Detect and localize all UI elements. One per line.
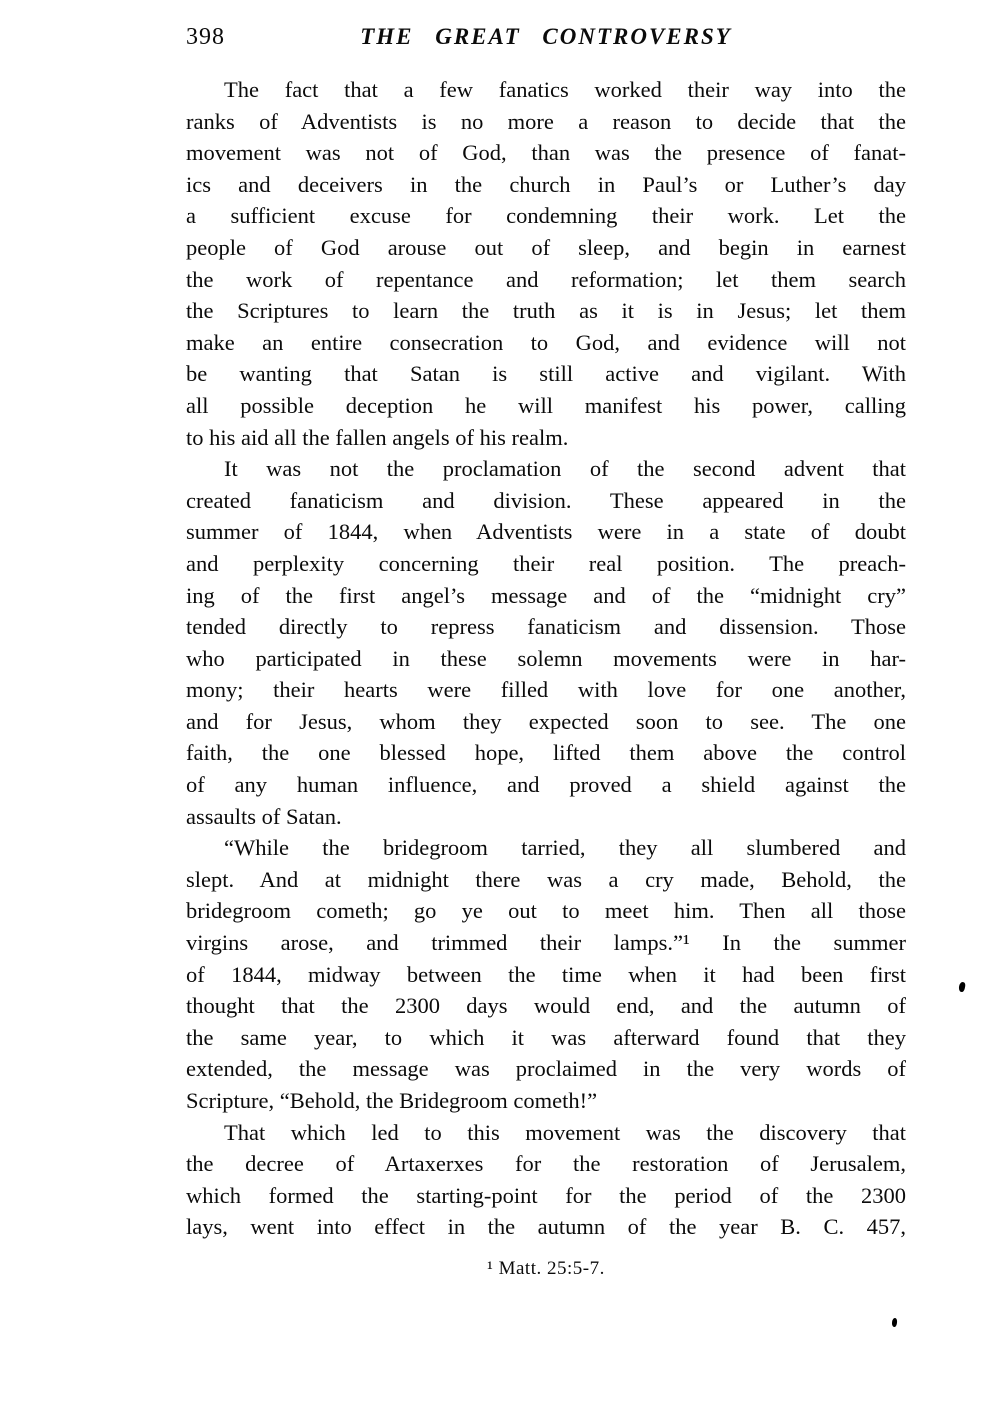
text-line: a sufficient excuse for condemning their work. Let the — [186, 203, 906, 229]
text-line: faith, the one blessed hope, lifted them above the control — [186, 740, 906, 766]
text-line: the same year, to which it was afterward found that they — [186, 1024, 906, 1050]
footnote: ¹ Matt. 25:5-7. — [487, 1258, 605, 1279]
text-line: be wanting that Satan is still active and vigilant. With — [186, 361, 906, 387]
ink-speck — [958, 981, 966, 992]
text-line: tended directly to repress fanaticism and dissension. Those — [186, 614, 906, 640]
text-line: bridegroom cometh; go ye out to meet him. Then all those — [186, 898, 906, 924]
text-line: the decree of Artaxerxes for the restoration of Jerusalem, — [186, 1151, 906, 1177]
text-line: the work of repentance and reformation; let them search — [186, 266, 906, 292]
text-line: It was not the proclamation of the second advent that — [224, 456, 906, 482]
text-line: all possible deception he will manifest his power, calling — [186, 392, 906, 418]
text-line: Scripture, “Behold, the Bridegroom cometh!” — [186, 1088, 598, 1113]
text-line: “While the bridegroom tarried, they all slumbered and — [224, 835, 906, 861]
text-line: thought that the 2300 days would end, and the autumn of — [186, 993, 906, 1019]
paragraph — [186, 74, 906, 453]
paragraph — [186, 1117, 906, 1243]
text-line: which formed the starting-point for the period of the 2300 — [186, 1182, 906, 1208]
ink-speck — [891, 1318, 897, 1328]
text-line: ing of the first angel’s message and of the “midnight cry” — [186, 582, 906, 608]
text-line: of any human influence, and proved a shield against the — [186, 772, 906, 798]
text-line: ranks of Adventists is no more a reason to decide that the — [186, 108, 906, 134]
text-line: assaults of Satan. — [186, 803, 342, 829]
text-line: and for Jesus, whom they expected soon to see. The one — [186, 708, 906, 734]
paragraph — [186, 832, 906, 1116]
text-line: summer of 1844, when Adventists were in a state of doubt — [186, 519, 906, 545]
text-line: to his aid all the fallen angels of his realm. — [186, 424, 569, 450]
text-line: who participated in these solemn movements were in har- — [186, 645, 906, 671]
text-line: The fact that a few fanatics worked their way into the — [224, 77, 906, 102]
text-line: the Scriptures to learn the truth as it is in Jesus; let them — [186, 298, 906, 324]
page-number: 398 — [186, 24, 225, 50]
text-block — [186, 74, 906, 1243]
text-line: make an entire consecration to God, and evidence will not — [186, 329, 906, 355]
page-header — [186, 22, 906, 58]
text-line: virgins arose, and trimmed their lamps.”¹ In the summer — [186, 930, 906, 956]
text-line: people of God arouse out of sleep, and begin in earnest — [186, 234, 906, 260]
text-line: That which led to this movement was the discovery that — [224, 1119, 906, 1145]
text-line: movement was not of God, than was the presence of fanat- — [186, 140, 906, 166]
paragraph — [186, 453, 906, 832]
text-line: slept. And at midnight there was a cry made, Behold, the — [186, 866, 906, 892]
text-line: of 1844, midway between the time when it had been first — [186, 961, 906, 987]
text-line: ics and deceivers in the church in Paul’s or Luther’s day — [186, 171, 906, 197]
text-line: lays, went into effect in the autumn of the year B. C. 457, — [186, 1214, 906, 1240]
text-line: created fanaticism and division. These appeared in the — [186, 487, 906, 513]
running-title: THE GREAT CONTROVERSY — [360, 24, 732, 49]
text-line: mony; their hearts were filled with love for one another, — [186, 677, 906, 703]
text-line: extended, the message was proclaimed in the very words of — [186, 1056, 906, 1082]
text-line: and perplexity concerning their real position. The preach- — [186, 550, 906, 576]
